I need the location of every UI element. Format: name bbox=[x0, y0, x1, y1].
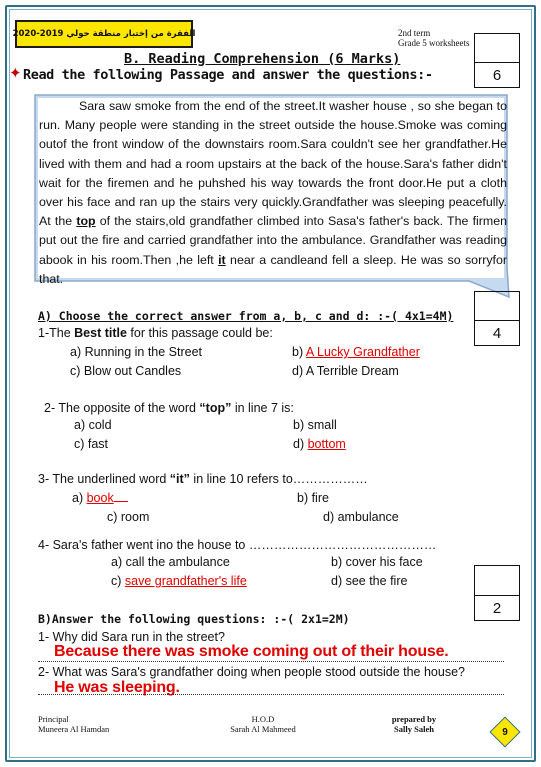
principal-name: Muneera Al Hamdan bbox=[38, 724, 110, 734]
q3-option-d: d) ambulance bbox=[323, 510, 399, 524]
passage-part-3: near a candleand fell a sleep. He was so sorryfor that. bbox=[39, 252, 507, 286]
q2-option-d: d) bottom bbox=[293, 437, 346, 451]
total-score-box bbox=[474, 33, 520, 88]
passage-callout bbox=[33, 93, 513, 299]
q4-option-b: b) cover his face bbox=[331, 555, 423, 569]
q3-text: 3- The underlined word “it” in line 10 refers to……………… bbox=[38, 472, 368, 486]
part-b-heading: B)Answer the following questions: :-( 2x1=2M) bbox=[38, 612, 350, 626]
passage-part-1: Sara saw smoke from the end of the street.It washer house , so she began to run. Many people were standing in the street outside the house.Smoke was coming outof the front window of the downstairs room.Sara couldn't see her grandfather.He lived with them and had a room upstairs at the back of the house.Sara's father didn't wait for the firemen and he puhshed his way towards the front door.He put a cloth over his face and ran up the stairs very quickly.Grandfather was sleeping peacefully. At the bbox=[39, 99, 507, 229]
q1-text: 1-The Best title for this passage could be: bbox=[38, 326, 273, 340]
q4-option-c: c) save grandfather's life bbox=[111, 574, 247, 588]
q2-answer: bottom bbox=[307, 437, 346, 451]
footer-hod bbox=[218, 714, 308, 734]
q2-option-a: a) cold bbox=[74, 418, 112, 432]
q3-answer: book bbox=[86, 491, 114, 505]
q1-option-a: a) Running in the Street bbox=[70, 345, 203, 359]
q2-text: 2- The opposite of the word “top” in line 7 is: bbox=[44, 401, 294, 415]
total-score: 6 bbox=[492, 66, 502, 84]
arabic-title: الفقرة من إختبار منطقة حولي 2019-2020 bbox=[12, 29, 196, 39]
term-label: 2nd term bbox=[398, 28, 431, 38]
footer-prepared bbox=[384, 714, 444, 734]
passage-word-it: it bbox=[218, 252, 226, 267]
answer-line-1 bbox=[38, 661, 504, 662]
q4-option-d: d) see the fire bbox=[331, 574, 408, 588]
part-a-heading: A) Choose the correct answer from a, b, c and d: :-( 4x1=4M) bbox=[38, 309, 454, 323]
page-number: 9 bbox=[502, 726, 508, 738]
q2-option-b: b) small bbox=[293, 418, 337, 432]
star-bullet-icon: ✦ bbox=[9, 65, 22, 82]
part-b-score: 2 bbox=[492, 599, 502, 617]
q3-word: “it” bbox=[169, 472, 190, 486]
part-b-score-box bbox=[474, 565, 520, 621]
footer-principal bbox=[38, 714, 109, 734]
prepared-name: Sally Saleh bbox=[394, 724, 434, 734]
q3-option-b: b) fire bbox=[297, 491, 329, 505]
q3-option-a: a) book bbox=[72, 491, 128, 505]
passage-instruction: Read the following Passage and answer the questions:- bbox=[23, 67, 433, 83]
part-b-answer-2: He was sleeping. bbox=[54, 679, 180, 696]
part-a-score-box bbox=[474, 291, 520, 346]
q1-option-b: b) A Lucky Grandfather bbox=[292, 345, 420, 359]
q2-word: “top” bbox=[199, 401, 232, 415]
passage-word-top: top bbox=[76, 214, 96, 229]
passage-text bbox=[39, 97, 507, 289]
q1-bold-phrase: Best title bbox=[74, 326, 127, 340]
q1-answer: A Lucky Grandfather bbox=[305, 345, 420, 359]
q3-option-c: c) room bbox=[107, 510, 150, 524]
q1-option-c: c) Blow out Candles bbox=[70, 364, 182, 378]
q4-answer: save grandfather's life bbox=[124, 574, 247, 588]
principal-label: Principal bbox=[38, 714, 69, 724]
part-b-q2: 2- What was Sara's grandfather doing when people stood outside the house? bbox=[38, 665, 465, 679]
prepared-label: prepared by bbox=[391, 714, 437, 724]
q4-option-a: a) call the ambulance bbox=[111, 555, 230, 569]
arabic-header-box bbox=[12, 20, 196, 48]
grade-label: Grade 5 worksheets bbox=[398, 38, 470, 48]
q1-option-d: d) A Terrible Dream bbox=[292, 364, 399, 378]
passage-part-2: of the stairs,old grandfather climbed into Sasa's father's back. The firmen put out the fire and carried grandfather into the ambulance. Grandfather was reading abook in his room.Then ,he left bbox=[39, 214, 507, 267]
answer-line-2 bbox=[38, 694, 504, 695]
part-b-q1: 1- Why did Sara run in the street? bbox=[38, 630, 225, 644]
part-a-score: 4 bbox=[492, 324, 502, 342]
hod-name: Sarah Al Mahmeed bbox=[230, 724, 296, 734]
q4-text: 4- Sara's father went ino the house to ……………………………………… bbox=[38, 538, 437, 552]
term-info bbox=[398, 28, 469, 48]
hod-label: H.O.D bbox=[251, 714, 275, 724]
q2-option-c: c) fast bbox=[74, 437, 109, 451]
part-b-answer-1: Because there was smoke coming out of their house. bbox=[54, 643, 449, 660]
section-title: B. Reading Comprehension (6 Marks) bbox=[124, 51, 401, 67]
